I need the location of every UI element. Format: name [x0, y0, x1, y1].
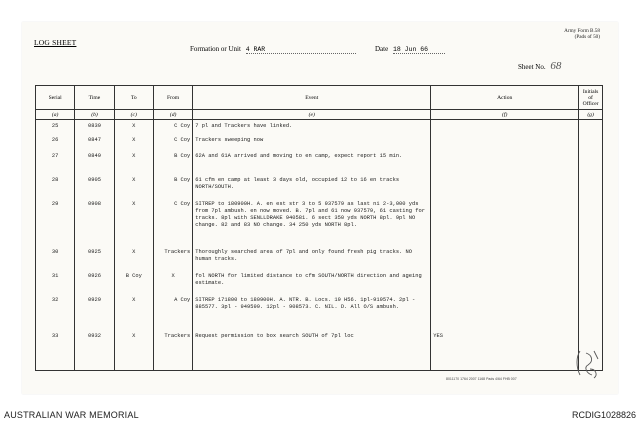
table-row — [36, 246, 603, 270]
cell-initials — [579, 198, 603, 246]
cell-action — [431, 270, 579, 294]
cell-event: Thoroughly searched area of 7pl and only found fresh pig tracks. NO human tracks. — [193, 246, 431, 270]
table-row — [36, 150, 603, 174]
cell-event: Trackers sweeping now — [193, 134, 431, 150]
col-header-to: To — [114, 86, 153, 110]
cell-action: YES — [431, 330, 579, 346]
cell-to: X — [114, 134, 153, 150]
cell-from: B Coy — [153, 174, 192, 198]
cell-action — [431, 294, 579, 330]
date-label: Date — [375, 45, 389, 53]
cell-serial: 32 — [36, 294, 75, 330]
cell-time: 0905 — [75, 174, 114, 198]
cell-time: 0849 — [75, 150, 114, 174]
log-sheet-page — [22, 22, 618, 394]
cell-time: 0926 — [75, 270, 114, 294]
cell-action — [431, 134, 579, 150]
cell-initials — [579, 134, 603, 150]
cell-initials — [579, 294, 603, 330]
date-value: 18 Jun 66 — [393, 46, 445, 54]
col-code-time: (b) — [75, 110, 114, 120]
col-code-from: (d) — [153, 110, 192, 120]
col-code-to: (c) — [114, 110, 153, 120]
col-header-action: Action — [431, 86, 579, 110]
table-row — [36, 198, 603, 246]
cell-serial: 33 — [36, 330, 75, 346]
cell-from: X — [153, 270, 192, 294]
sheet-number-label: Sheet No. — [518, 63, 546, 71]
cell-initials — [579, 330, 603, 346]
officer-initials-signature-icon — [572, 347, 602, 381]
credit-id: RCDIG1028826 — [571, 410, 636, 420]
cell-to: X — [114, 246, 153, 270]
cell-event: SITREP to 180900H. A. en est str 3 to 5 937579 as last ni 2-3,000 yds from 7pl ambush. en now moved. B. 7pl and 61 now 937579, 61 casting for tracks. 8pl with SENLLDRAKE 940581. 6 sect 350 yds NORTH 8pl. 9pl NO change. 82 and 83 NO change. 34 250 yds NORTH 8pl. — [193, 198, 431, 246]
cell-event: 7 pl and Trackers have linked. — [193, 120, 431, 134]
cell-serial: 25 — [36, 120, 75, 134]
cell-from: Trackers — [153, 246, 192, 270]
cell-time: 0925 — [75, 246, 114, 270]
cell-to: X — [114, 198, 153, 246]
sheet-number-field — [518, 60, 561, 72]
army-form-line2: (Pads of 50) — [574, 34, 600, 40]
cell-time: 0932 — [75, 330, 114, 346]
formation-label: Formation or Unit — [190, 45, 241, 53]
cell-event: SITREP 171800 to 180900H. A. NTR. B. Locs. 19 H56. 1pl-919574. 2pl - 885577. 3pl - 949599. 12pl - 908573. C. NIL. D. All O/S ambush. — [193, 294, 431, 330]
cell-from: A Coy — [153, 294, 192, 330]
table-row — [36, 134, 603, 150]
sheet-number-value: 68 — [550, 60, 562, 72]
cell-serial: 30 — [36, 246, 75, 270]
cell-serial: 31 — [36, 270, 75, 294]
col-header-time: Time — [75, 86, 114, 110]
formation-value: 4 RAR — [246, 46, 356, 54]
col-code-initials: (g) — [579, 110, 603, 120]
cell-initials — [579, 150, 603, 174]
cell-action — [431, 246, 579, 270]
table-row — [36, 120, 603, 134]
cell-serial: 29 — [36, 198, 75, 246]
page-title: LOG SHEET — [34, 38, 77, 47]
cell-to: B Coy — [114, 270, 153, 294]
army-form-line1: Army Form B.58 — [564, 28, 600, 34]
cell-to: X — [114, 120, 153, 134]
cell-action — [431, 150, 579, 174]
table-row — [36, 174, 603, 198]
cell-serial: 27 — [36, 150, 75, 174]
cell-time: 0839 — [75, 120, 114, 134]
col-code-action: (f) — [431, 110, 579, 120]
cell-event: Request permission to box search SOUTH of 7pl loc — [193, 330, 431, 346]
table-row — [36, 330, 603, 346]
col-code-serial: (a) — [36, 110, 75, 120]
date-field — [375, 45, 445, 54]
cell-initials — [579, 174, 603, 198]
cell-from: C Coy — [153, 120, 192, 134]
cell-to: X — [114, 294, 153, 330]
cell-time: 0908 — [75, 198, 114, 246]
table-row — [36, 270, 603, 294]
cell-event: 62A and 61A arrived and moving to en camp, expect report 15 min. — [193, 150, 431, 174]
col-header-serial: Serial — [36, 86, 75, 110]
cell-serial: 28 — [36, 174, 75, 198]
col-header-from: From — [153, 86, 192, 110]
cell-event: 61 cfm en camp at least 3 days old, occupied 12 to 16 en tracks NORTH/SOUTH. — [193, 174, 431, 198]
cell-from: C Coy — [153, 198, 192, 246]
army-form-id — [564, 28, 600, 40]
print-code: 8011170 1764 2007 1168 Pads 4/64 FHB 007 — [446, 377, 517, 381]
cell-action — [431, 174, 579, 198]
cell-to: X — [114, 174, 153, 198]
table-row — [36, 294, 603, 330]
cell-from: B Coy — [153, 150, 192, 174]
cell-from: C Coy — [153, 134, 192, 150]
cell-event: fol NORTH for limited distance to cfm SOUTH/NORTH direction and ageing estimate. — [193, 270, 431, 294]
cell-action — [431, 198, 579, 246]
cell-to: X — [114, 330, 153, 346]
cell-time: 0847 — [75, 134, 114, 150]
cell-initials — [579, 270, 603, 294]
col-code-event: (e) — [193, 110, 431, 120]
cell-time: 0929 — [75, 294, 114, 330]
cell-serial: 26 — [36, 134, 75, 150]
col-header-event: Event — [193, 86, 431, 110]
column-code-row — [36, 110, 603, 120]
cell-to: X — [114, 150, 153, 174]
cell-action — [431, 120, 579, 134]
table-filler-row — [36, 346, 603, 371]
formation-field — [190, 45, 356, 54]
cell-initials — [579, 120, 603, 134]
log-table — [35, 85, 603, 371]
credit-source: AUSTRALIAN WAR MEMORIAL — [4, 410, 139, 420]
col-header-initials: Initials of Officer — [579, 86, 603, 110]
cell-from: Trackers — [153, 330, 192, 346]
cell-initials — [579, 246, 603, 270]
